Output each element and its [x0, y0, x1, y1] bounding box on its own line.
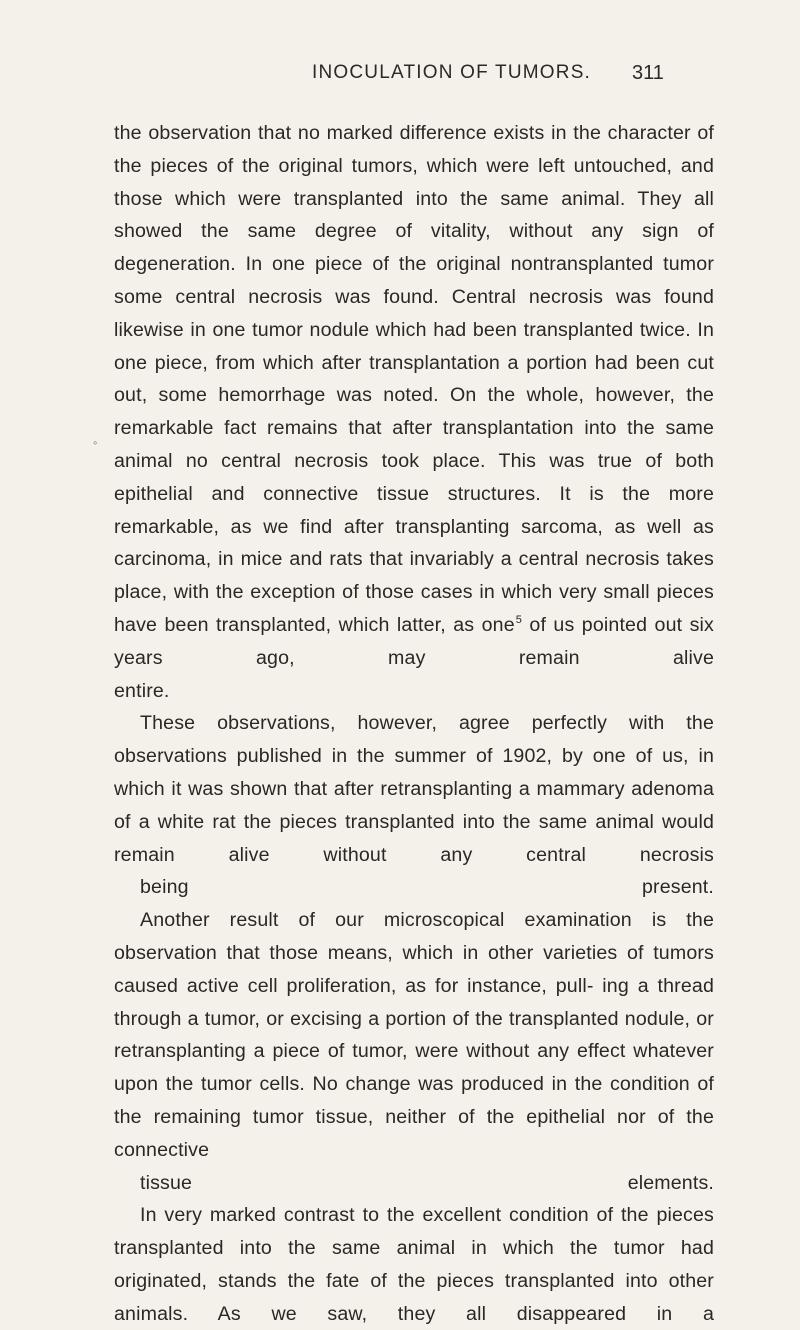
paragraph-1 — [114, 117, 714, 707]
paragraph-1-text: the observation that no marked difference exists in the character of the pieces of the original tumors, which were left untouched, and those which were transplanted into the same animal. They all showed the same degree of vitality, without any sign of degeneration. In one piece of the original nontransplanted tumor some central necrosis was found. Central necrosis was found likewise in one tumor nodule which had been transplanted twice. In one piece, from which after transplantation a portion had been cut out, some hemorrhage was noted. On the whole, however, the remarkable fact remains that after transplantation into the same animal no central necrosis took place. This was true of both epithelial and connective tissue structures. It is the more remarkable, as we find after transplanting sarcoma, as well as carcinoma, in mice and rats that invariably a central necrosis takes place, with the exception of those cases in which very small pieces have been transplanted, which latter, as one — [114, 122, 714, 636]
footnote-reference: 5 — [515, 613, 523, 626]
paragraph-4-text: In very marked contrast to the excellent condition of the pieces transplanted into the same animal in which the tumor had originated, stands the fate of the pieces transplanted into other animals. As we saw, they all disappeared in a — [114, 1204, 714, 1325]
running-header — [0, 62, 800, 92]
paragraph-3-text: Another result of our microscopical examination is the observation that those means, which in other varieties of tumors caused active cell proliferation, as for instance, pull- ing a thread through a tumor, or excising a portion of the transplanted nodule, or retransplanting a piece of tumor, were without any effect whatever upon the tumor cells. No change was produced in the condition of the remaining tumor tissue, neither of the epithelial nor of the connective — [114, 909, 714, 1161]
paragraph-2-text: These observations, however, agree perfectly with the observations published in the summer of 1902, by one of us, in which it was shown that after retransplanting a mammary adenoma of a white rat the pieces transplanted into the same animal would remain alive without any central necrosis — [114, 712, 714, 866]
paragraph-3 — [114, 904, 714, 1199]
paragraph-3-last-line: tissue elements. — [140, 1171, 714, 1194]
margin-mark: ∘ — [92, 438, 99, 449]
paragraph-1-last-line: entire. — [114, 679, 170, 702]
page-number: 311 — [632, 62, 664, 84]
paragraph-2-last-line: being present. — [140, 876, 714, 899]
body-text — [114, 117, 714, 1330]
paragraph-4 — [114, 1199, 714, 1330]
paragraph-1-text-continued: of us pointed out six years ago, may remain alive — [114, 613, 714, 669]
paragraph-2 — [114, 707, 714, 904]
running-title: INOCULATION OF TUMORS. — [312, 62, 592, 83]
